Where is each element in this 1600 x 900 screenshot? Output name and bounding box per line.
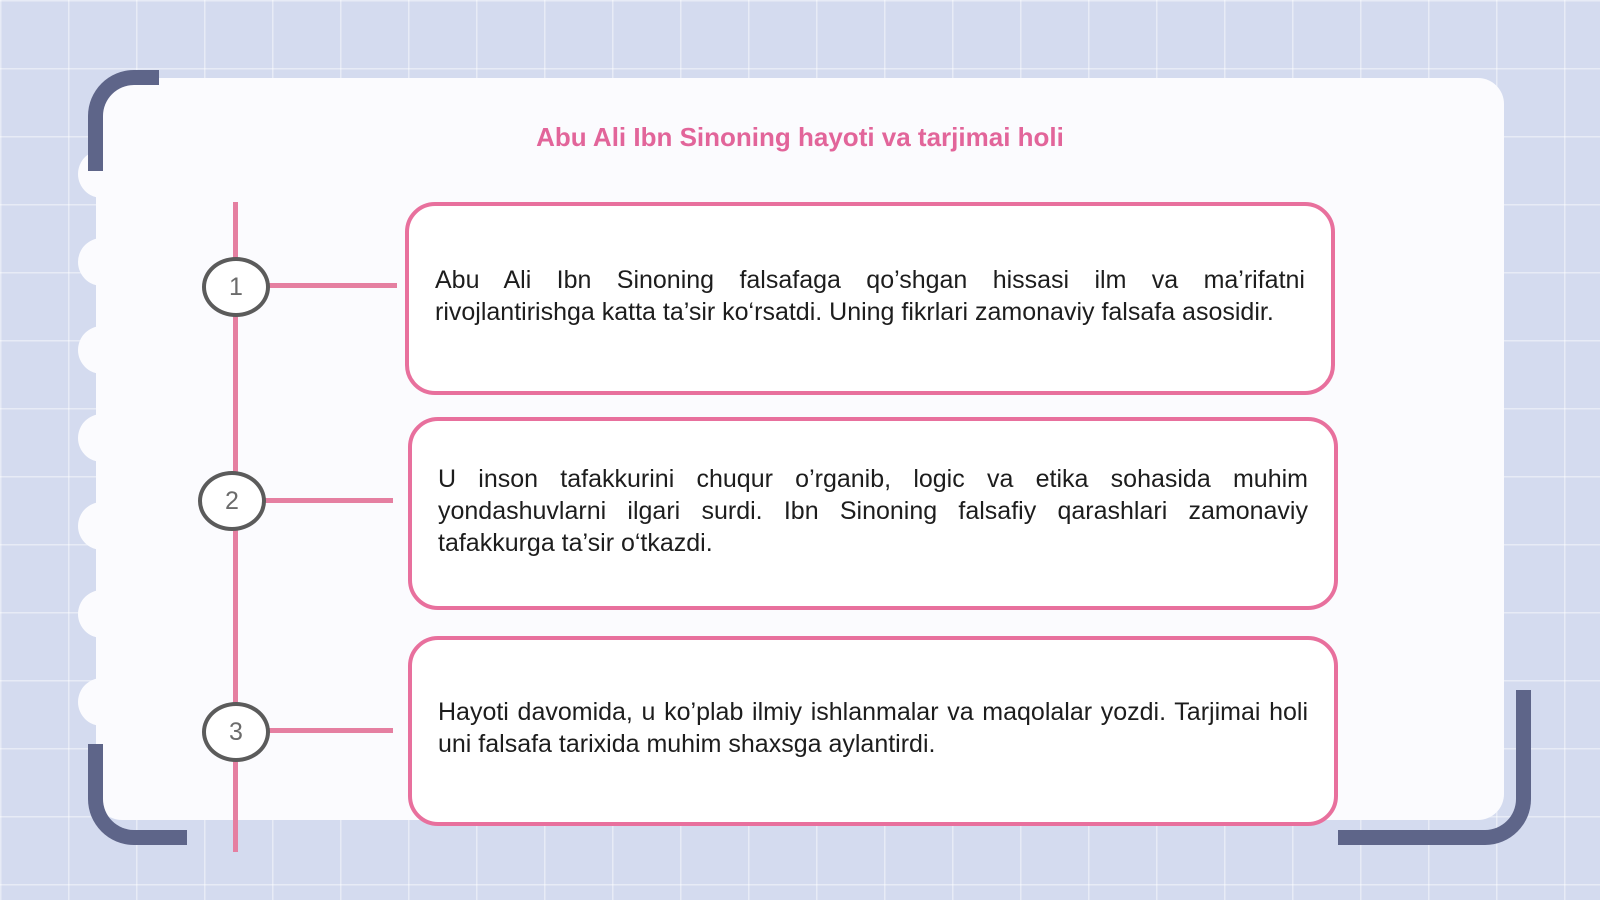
timeline-connector xyxy=(262,498,393,503)
timeline-card-text: Abu Ali Ibn Sinoning falsafaga qo’shgan hissasi ilm va ma’rifatni rivojlantirishga katta ta’sir ko‘rsatdi. Uning fikrlari zamonaviy falsafa asosidir. xyxy=(435,265,1305,326)
timeline-node xyxy=(198,471,266,531)
timeline-card-text: Hayoti davomida, u ko’plab ilmiy ishlanmalar va maqolalar yozdi. Tarjimai holi uni falsafa tarixida muhim shaxsga aylantirdi. xyxy=(438,698,1308,758)
corner-bracket-top-left xyxy=(88,70,159,171)
timeline-card xyxy=(408,417,1338,610)
corner-bracket-bottom-left xyxy=(88,744,187,845)
timeline-node xyxy=(202,257,270,317)
timeline-card xyxy=(408,636,1338,826)
timeline-connector xyxy=(265,728,393,733)
timeline-card-text: U inson tafakkurini chuqur o’rganib, logic va etika sohasida muhim yondashuvlarni ilgari surdi. Ibn Sinoning falsafiy qarashlari zamonaviy tafakkurga ta’sir o‘tkazdi. xyxy=(438,464,1308,557)
timeline-node xyxy=(202,702,270,762)
timeline-number: 3 xyxy=(229,717,243,746)
timeline-number: 2 xyxy=(225,486,239,515)
corner-bracket-bottom-right xyxy=(1338,690,1531,845)
timeline-connector xyxy=(265,283,397,288)
slide-title: Abu Ali Ibn Sinoning hayoti va tarjimai holi xyxy=(536,122,1064,152)
timeline-number: 1 xyxy=(229,272,243,301)
timeline-card xyxy=(405,202,1335,395)
